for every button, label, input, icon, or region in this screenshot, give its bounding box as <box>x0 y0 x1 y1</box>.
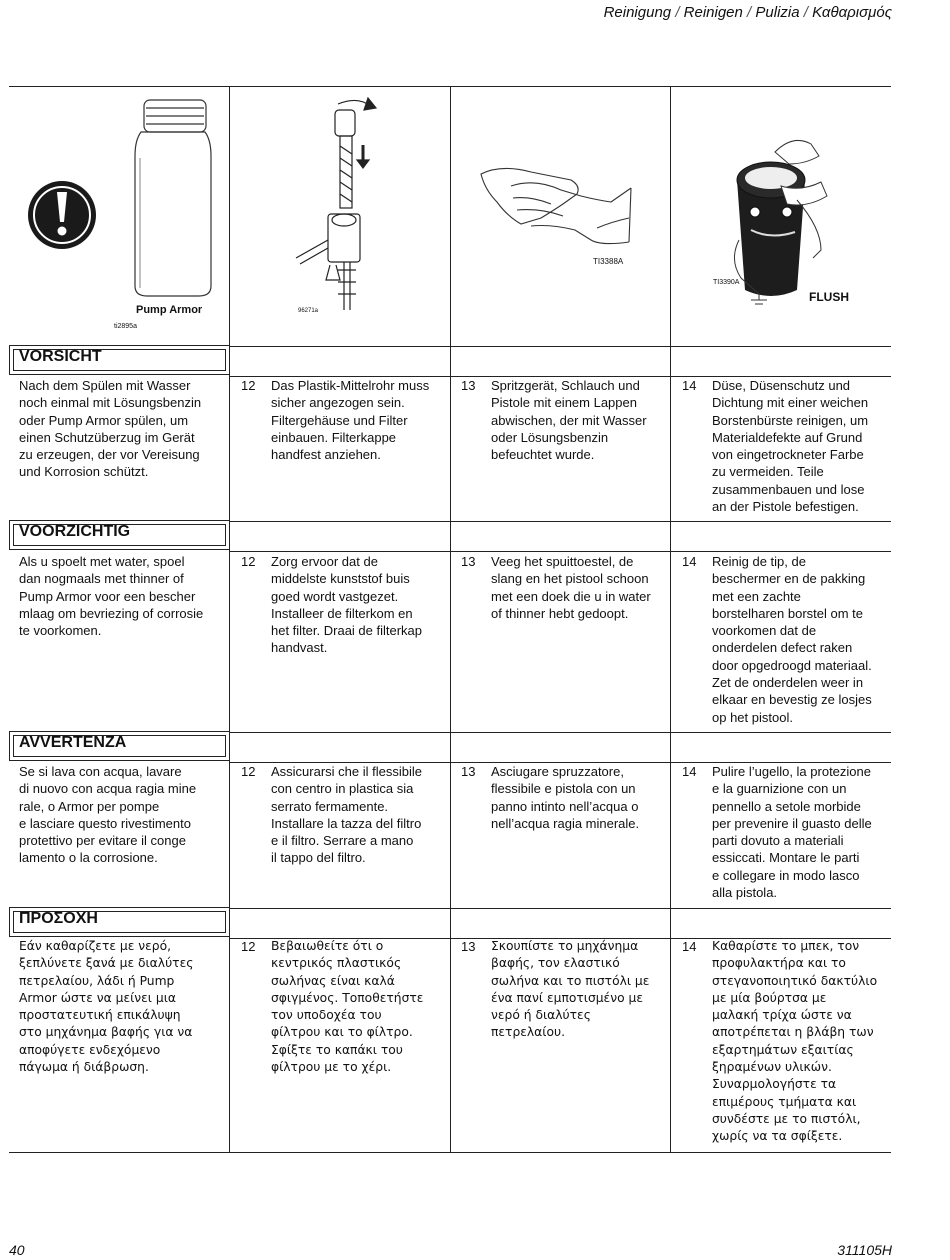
figure-pump-armor <box>9 90 229 345</box>
figure-flush-bucket <box>671 90 891 345</box>
warning-box <box>9 520 230 550</box>
row-rule <box>229 521 891 522</box>
row-rule <box>229 346 891 347</box>
row-rule <box>229 732 891 733</box>
header-sep: / <box>747 4 752 21</box>
step-text: Veeg het spuittoestel, de slang en het pistool schoon met een doek die u in water of thinner hebt gedoopt. <box>491 554 651 621</box>
step-number: 12 <box>241 939 256 954</box>
cloth-icon <box>481 168 578 224</box>
step-number: 14 <box>682 554 697 569</box>
warning-box <box>9 731 230 761</box>
step-text: Düse, Düsenschutz und Dichtung mit einer weichen Borstenbürste reinigen, um Materialdefekte auf Grund von eingetrockneter Farbe zu vermeiden. Teile zusammenbauen und lose an der Pistole befestigen. <box>712 378 869 515</box>
bottle-icon <box>135 100 211 296</box>
step-number: 13 <box>461 939 476 954</box>
step-text: Spritzgerät, Schlauch und Pistole mit einem Lappen abwischen, der mit Wasser oder Lösungsbenzin befeuchtet wurde. <box>491 378 647 463</box>
step-number: 14 <box>682 939 697 954</box>
figure-filter-assembly <box>230 90 450 345</box>
step-number: 12 <box>241 554 256 569</box>
bucket-icon <box>737 162 805 296</box>
intro-text: Als u spoelt met water, spoel dan nogmaals met thinner of Pump Armor voor een bescher mlaag om bevriezing of corrosie te voorkomen. <box>19 554 204 639</box>
figure-wiping <box>451 90 670 345</box>
step-number: 13 <box>461 554 476 569</box>
page-header <box>604 4 892 21</box>
warning-label: AVVERTENZA <box>19 734 127 751</box>
header-sep: / <box>675 4 680 21</box>
figure-code: TI3390A <box>713 279 740 286</box>
header-it: Pulizia <box>755 4 800 21</box>
step-number: 14 <box>682 378 697 393</box>
step-number: 12 <box>241 764 256 779</box>
step-number: 14 <box>682 764 697 779</box>
row-rule <box>229 551 891 552</box>
step-text: Σκουπίστε το μηχάνημα βαφής, τον ελαστικό σωλήνα και το πιστόλι με ένα πανί εμποτισμένο με νερό ή διαλύτες πετρελαίου. <box>491 939 650 1040</box>
warning-label: VORSICHT <box>19 348 102 365</box>
header-de: Reinigung <box>603 4 672 21</box>
step-number: 13 <box>461 764 476 779</box>
bottom-rule <box>9 1152 891 1153</box>
intro-text: Εάν καθαρίζετε με νερό, ξεπλύνετε ξανά με διαλύτες πετρελαίου, λάδι ή Pump Armor ώστε να μείνει μια προστατευτική επικάλυψη στο μηχάνημα βαφής για να αποφύγετε ενδεχόμενο πάγωμα ή διάβρωση. <box>19 939 194 1075</box>
document-number: 311105H <box>837 1242 892 1258</box>
warning-label: VOORZICHTIG <box>19 523 131 540</box>
header-nl: Reinigen <box>683 4 743 21</box>
step-text: Assicurarsi che il flessibile con centro in plastica sia serrato fermamente. Installare la tazza del filtro e il filtro. Serrare a mano il tappo del filtro. <box>271 764 422 866</box>
step-text: Καθαρίστε το μπεκ, τον προφυλακτήρα και το στεγανοποιητικό δακτύλιο με μία βούρτσα με μαλακή τρίχα ώστε να αποτρέπεται η βλάβη των εξαρτημάτων εξαιτίας ξηραμένων υλικών. Συναρμολογήστε τα επιμέρους τμήματα και συνδέστε με το πιστόλι, χωρίς να τα σφίξετε. <box>712 939 878 1144</box>
pump-armor-label: Pump Armor <box>136 304 203 316</box>
step-text: Asciugare spruzzatore, flessibile e pistola con un panno intinto nell’acqua o nell’acqua ragia minerale. <box>491 764 640 831</box>
down-arrow-icon <box>357 160 369 168</box>
figure-code: 96271a <box>298 308 319 314</box>
row-rule <box>229 908 891 909</box>
intro-text: Nach dem Spülen mit Wasser noch einmal mit Lösungsbenzin oder Pump Armor spülen, um einen Schutzüberzug im Gerät zu erzeugen, der vor Vereisung und Korrosion schützt. <box>19 378 202 480</box>
intro-text: Se si lava con acqua, lavare di nuovo con acqua ragia mine rale, o Armor per pompe e lasciare questo rivestimento protettivo per evitare il conge lamento o la corrosione. <box>19 764 197 866</box>
step-text: Reinig de tip, de beschermer en de pakking met een zachte borstelharen borstel om te voorkomen dat de onderdelen defect raken door opgedroogd materiaal. Zet de onderdelen weer in elkaar en bevestig ze losjes op het pistool. <box>712 554 872 725</box>
step-text: Das Plastik-Mittelrohr muss sicher angezogen sein. Filtergehäuse und Filter einbauen. Filterkappe handfest anziehen. <box>271 378 430 463</box>
step-number: 12 <box>241 378 256 393</box>
header-sep: / <box>803 4 808 21</box>
step-number: 13 <box>461 378 476 393</box>
warning-box <box>9 345 230 375</box>
figure-code: TI3388A <box>593 257 624 266</box>
flush-label: FLUSH <box>809 290 849 304</box>
warning-label: ΠΡΟΣΟΧΗ <box>19 910 98 927</box>
step-text: Βεβαιωθείτε ότι ο κεντρικός πλαστικός σωλήνας είναι καλά σφιγμένος. Τοποθετήστε τον υποδοχέα του φίλτρου και το φίλτρο. Σφίξτε το καπάκι του φίλτρου με το χέρι. <box>271 939 424 1075</box>
figure-code: ti2895a <box>114 323 137 330</box>
warning-box <box>9 907 230 937</box>
page-number: 40 <box>9 1242 25 1258</box>
step-text: Pulire l’ugello, la protezione e la guarnizione con un pennello a setole morbide per prevenire il guasto delle parti dovuto a materiali essiccati. Montare le parti e collegare in modo lasco alla pistola. <box>712 764 872 901</box>
step-text: Zorg ervoor dat de middelste kunststof buis goed wordt vastgezet. Installeer de filterkom en het filter. Draai de filterkap handvast. <box>271 554 423 656</box>
warning-icon <box>28 181 96 249</box>
header-el: Καθαρισμός <box>812 4 892 21</box>
